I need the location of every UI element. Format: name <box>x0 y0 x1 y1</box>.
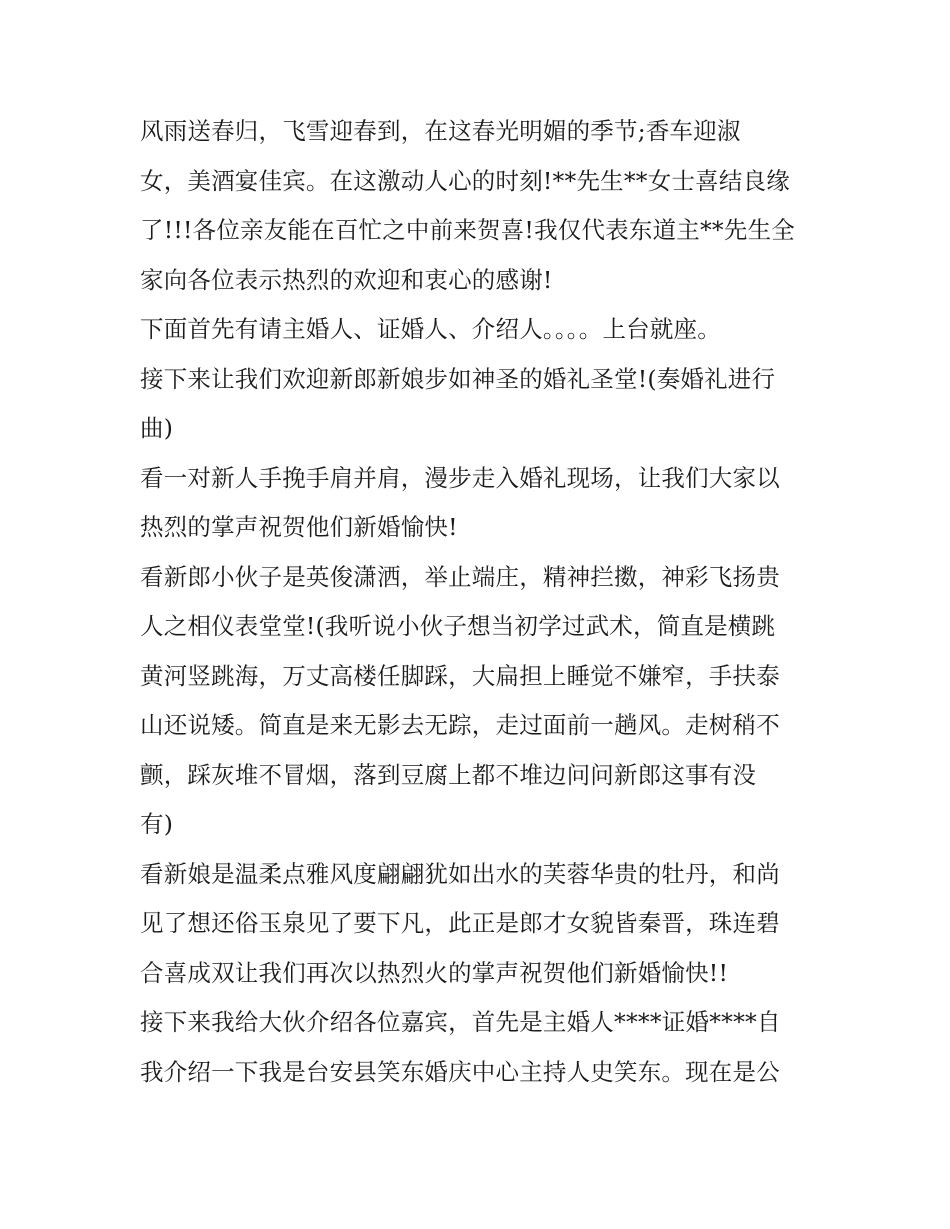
text-line: 合喜成双让我们再次以热烈火的掌声祝贺他们新婚愉快!! <box>140 958 729 987</box>
text-line: 颤，踩灰堆不冒烟，落到豆腐上都不堆边问问新郎这事有没 <box>140 760 757 789</box>
text-line: 家向各位表示热烈的欢迎和衷心的感谢! <box>140 265 553 294</box>
text-line: 了!!!各位亲友能在百忙之中前来贺喜!我仅代表东道主**先生全 <box>140 216 795 244</box>
text-line: 曲) <box>140 414 174 442</box>
text-line: 看一对新人手挽手肩并肩，漫步走入婚礼现场，让我们大家以 <box>140 463 780 492</box>
text-line: 黄河竖跳海，万丈高楼任脚踩，大扁担上睡觉不嫌窄，手扶泰 <box>140 661 780 690</box>
document-body <box>140 107 820 1097</box>
text-line: 山还说矮。简直是来无影去无踪，走过面前一趟风。走树稍不 <box>140 711 780 739</box>
text-line: 下面首先有请主婚人、证婚人、介绍人。。。。上台就座。 <box>140 315 721 343</box>
text-line: 接下来让我们欢迎新郎新娘步如神圣的婚礼圣堂!(奏婚礼进行 <box>140 364 776 393</box>
text-line: 女，美酒宴佳宾。在这激动人心的时刻!**先生**女士喜结良缘 <box>140 166 790 195</box>
text-line: 接下来我给大伙介绍各位嘉宾，首先是主婚人****证婚****自 <box>140 1008 781 1036</box>
text-line: 我介绍一下我是台安县笑东婚庆中心主持人史笑东。现在是公 <box>140 1057 780 1086</box>
text-line: 看新娘是温柔点雅风度翩翩犹如出水的芙蓉华贵的牡丹，和尚 <box>140 859 780 888</box>
text-line: 有) <box>140 810 174 838</box>
text-line: 热烈的掌声祝贺他们新婚愉快! <box>140 513 458 541</box>
text-line: 见了想还俗玉泉见了要下凡，此正是郎才女貌皆秦晋，珠连碧 <box>140 909 780 937</box>
text-line: 人之相仪表堂堂!(我听说小伙子想当初学过武术，简直是横跳 <box>140 612 776 640</box>
text-line: 看新郎小伙子是英俊潇洒，举止端庄，精神拦擞，神彩飞扬贵 <box>140 562 780 591</box>
text-line: 风雨送春归，飞雪迎春到，在这春光明媚的季节;香车迎淑 <box>140 117 741 145</box>
